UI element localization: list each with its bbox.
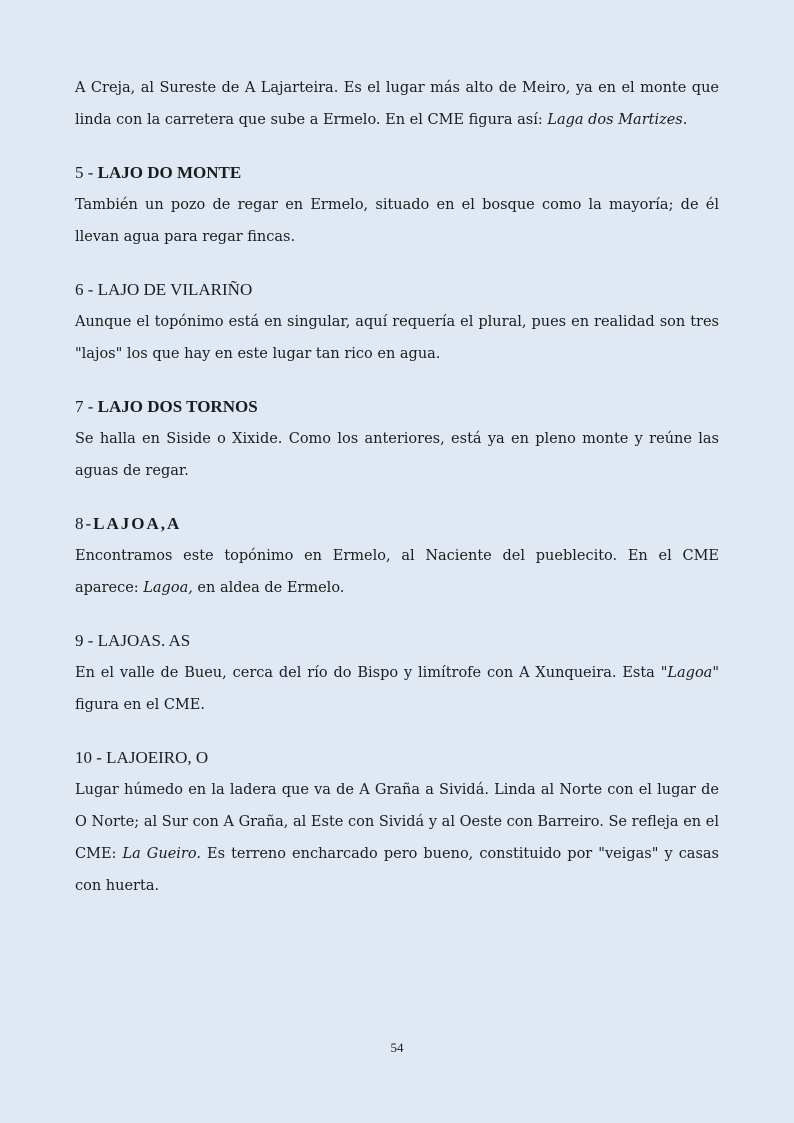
entry-title: LAJOA,A: [93, 514, 182, 533]
entry-body: [75, 306, 719, 370]
entry-title: LAJOAS. AS: [97, 631, 191, 650]
entry-number: 7 -: [75, 397, 98, 416]
entry-title: LAJOEIRO, O: [106, 748, 209, 767]
entry-body-italic: "Lagoa": [660, 665, 719, 681]
entry-6: [75, 274, 719, 370]
entry-heading: [75, 157, 719, 189]
entry-heading: [75, 625, 719, 657]
entry-number: 5 -: [75, 163, 98, 182]
intro-paragraph: [75, 72, 719, 136]
intro-italic-toponym: Laga dos Martizes: [547, 112, 683, 128]
entry-number: 8-: [75, 514, 94, 533]
entry-10: [75, 742, 719, 902]
entry-body: [75, 189, 719, 253]
entry-body-text: figura en el CME.: [75, 697, 205, 713]
entry-number: 9 -: [75, 631, 98, 650]
entry-body-text: En el valle de Bueu, cerca del río do Bispo y limítrofe con A Xunqueira. Esta: [75, 665, 661, 681]
entry-title: LAJO DO MONTE: [97, 163, 242, 182]
entry-body-text: Encontramos este topónimo en Ermelo, al Naciente del pueblecito. En el CME aparece:: [75, 548, 719, 596]
entry-body-text: Lugar húmedo en la ladera que va de A Graña a Sividá. Linda al Norte con el lugar de O Norte; al Sur con A Graña, al Este con Sividá y al Oeste con Barreiro. Se refleja en el CME:: [75, 782, 719, 862]
entry-7: [75, 391, 719, 487]
entry-body-text: en aldea de Ermelo.: [192, 580, 345, 596]
document-page: [75, 72, 719, 902]
entry-body: [75, 540, 719, 604]
entry-heading: [75, 742, 719, 774]
entry-heading: [75, 508, 719, 540]
entry-9: [75, 625, 719, 721]
entry-heading: [75, 274, 719, 306]
entry-body-text: También un pozo de regar en Ermelo, situado en el bosque como la mayoría; de él llevan agua para regar fincas.: [75, 197, 719, 245]
entry-body-text: Se halla en Siside o Xixide. Como los anteriores, está ya en pleno monte y reúne las aguas de regar.: [75, 431, 719, 479]
entry-heading: [75, 391, 719, 423]
entry-8: [75, 508, 719, 604]
entry-body: [75, 423, 719, 487]
entry-title: LAJO DE VILARIÑO: [97, 280, 253, 299]
entry-number: 10 -: [75, 748, 107, 767]
entry-body: [75, 774, 719, 902]
entry-5: [75, 157, 719, 253]
entry-title: LAJO DOS TORNOS: [97, 397, 258, 416]
entry-body: [75, 657, 719, 721]
intro-text-2: .: [682, 112, 688, 128]
entry-body-italic: La Gueiro.: [122, 846, 201, 862]
entry-body-italic: Lagoa,: [143, 580, 193, 596]
intro-text-1: A Creja, al Sureste de A Lajarteira. Es el lugar más alto de Meiro, ya en el monte que linda con la carretera que sube a Ermelo. En el CME figura así:: [75, 80, 719, 128]
page-number: 54: [390, 1040, 404, 1055]
entry-body-text: Aunque el topónimo está en singular, aquí requería el plural, pues en realidad son tres "lajos" los que hay en este lugar tan rico en agua.: [75, 314, 719, 362]
entry-number: 6 -: [75, 280, 98, 299]
entry-body-text: Es terreno encharcado pero bueno, constituido por "veigas" y casas con huerta.: [75, 846, 719, 894]
